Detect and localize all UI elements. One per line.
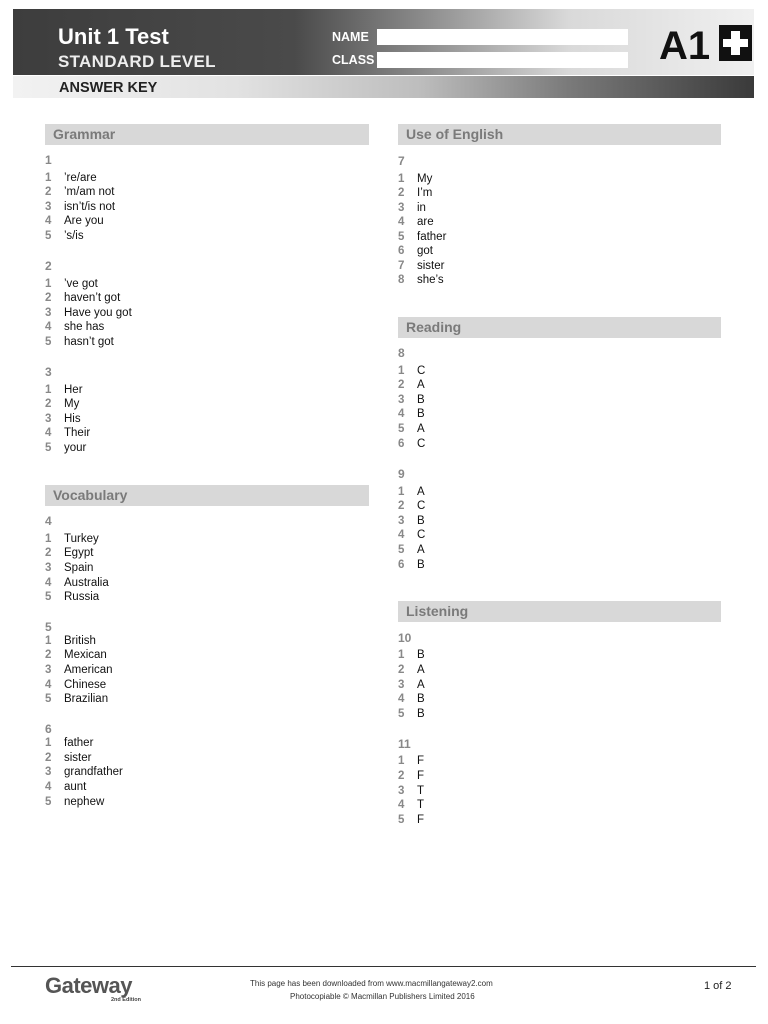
exercise-5-number: 5: [45, 620, 52, 634]
section-use-of-english: Use of English: [398, 124, 721, 145]
test-title: Unit 1 Test: [58, 24, 169, 49]
list-item: 5 father: [398, 231, 447, 243]
page-number: 1 of 2: [704, 980, 732, 992]
section-grammar: Grammar: [45, 124, 369, 145]
list-item: 5 A: [398, 423, 425, 435]
exercise-11-number: 11: [398, 737, 411, 751]
list-item: 5 hasn’t got: [45, 336, 114, 348]
exercise-4-number: 4: [45, 514, 52, 528]
list-item: 1 British: [45, 635, 96, 647]
list-item: 4 aunt: [45, 781, 87, 793]
copyright-notice: Photocopiable © Macmillan Publishers Limited 2016: [290, 992, 475, 1001]
answer-key-label: ANSWER KEY: [59, 80, 158, 96]
list-item: 3 isn’t/is not: [45, 201, 116, 213]
list-item: 7 sister: [398, 260, 445, 272]
exercise-8-number: 8: [398, 346, 405, 360]
list-item: 8 she’s: [398, 274, 444, 286]
list-item: 2 Mexican: [45, 649, 107, 661]
list-item: 1 F: [398, 755, 425, 767]
list-item: 2 I’m: [398, 187, 433, 199]
exercise-3-number: 3: [45, 365, 52, 379]
list-item: 1 Turkey: [45, 533, 99, 545]
download-notice: This page has been downloaded from www.macmillangateway2.com: [250, 979, 493, 988]
list-item: 3 grandfather: [45, 766, 123, 778]
gateway-logo: Gateway: [45, 973, 132, 998]
list-item: 4 C: [398, 529, 426, 541]
list-item: 3 B: [398, 394, 425, 406]
list-item: 3 A: [398, 679, 425, 691]
list-item: 3 in: [398, 202, 426, 214]
section-reading: Reading: [398, 317, 721, 338]
list-item: 1 A: [398, 486, 425, 498]
list-item: 4 Are you: [45, 215, 104, 227]
section-vocabulary: Vocabulary: [45, 485, 369, 506]
list-item: 4 she has: [45, 321, 105, 333]
edition-label: 2nd Edition: [111, 997, 141, 1003]
list-item: 4 Australia: [45, 577, 109, 589]
list-item: 2 haven’t got: [45, 292, 121, 304]
name-field[interactable]: [377, 29, 628, 45]
list-item: 5 F: [398, 814, 425, 826]
list-item: 5 A: [398, 544, 425, 556]
list-item: 1 ’ve got: [45, 278, 98, 290]
list-item: 1 C: [398, 365, 426, 377]
exercise-10-number: 10: [398, 631, 412, 645]
list-item: 5 ’s/is: [45, 230, 84, 242]
list-item: 6 C: [398, 438, 426, 450]
class-field[interactable]: [377, 52, 628, 68]
list-item: 3 Have you got: [45, 307, 132, 319]
list-item: 2 F: [398, 770, 425, 782]
list-item: 4 B: [398, 408, 425, 420]
list-item: 2 sister: [45, 752, 92, 764]
exercise-9-number: 9: [398, 467, 405, 481]
list-item: 1 Her: [45, 384, 83, 396]
list-item: 3 Spain: [45, 562, 94, 574]
list-item: 5 nephew: [45, 796, 105, 808]
list-item: 5 Russia: [45, 591, 100, 603]
list-item: 3 His: [45, 413, 81, 425]
exercise-1-number: 1: [45, 153, 52, 167]
test-level: STANDARD LEVEL: [58, 52, 216, 71]
list-item: 4 are: [398, 216, 434, 228]
list-item: 2 A: [398, 664, 425, 676]
list-item: 5 your: [45, 442, 87, 454]
list-item: 6 B: [398, 559, 425, 571]
list-item: 3 B: [398, 515, 425, 527]
list-item: 2 Egypt: [45, 547, 94, 559]
list-item: 2 ’m/am not: [45, 186, 115, 198]
a1-plus-logo: [657, 23, 754, 63]
class-label: CLASS: [332, 53, 375, 67]
list-item: 1 father: [45, 737, 94, 749]
list-item: 2 A: [398, 379, 425, 391]
list-item: 2 My: [45, 398, 80, 410]
list-item: 1 B: [398, 649, 425, 661]
section-listening: Listening: [398, 601, 721, 622]
list-item: 3 T: [398, 785, 425, 797]
list-item: 4 B: [398, 693, 425, 705]
list-item: 2 C: [398, 500, 426, 512]
list-item: 5 Brazilian: [45, 693, 109, 705]
exercise-2-number: 2: [45, 259, 52, 273]
name-label: NAME: [332, 30, 369, 44]
list-item: 1 ’re/are: [45, 172, 97, 184]
list-item: 3 American: [45, 664, 113, 676]
list-item: 4 T: [398, 799, 425, 811]
list-item: 1 My: [398, 173, 433, 185]
exercise-6-number: 6: [45, 722, 52, 736]
list-item: 4 Chinese: [45, 679, 107, 691]
exercise-7-number: 7: [398, 154, 405, 168]
list-item: 5 B: [398, 708, 425, 720]
footer-divider: [11, 966, 756, 967]
list-item: 6 got: [398, 245, 433, 257]
list-item: 4 Their: [45, 427, 91, 439]
a1-plus-logo-text: A1: [659, 24, 711, 63]
